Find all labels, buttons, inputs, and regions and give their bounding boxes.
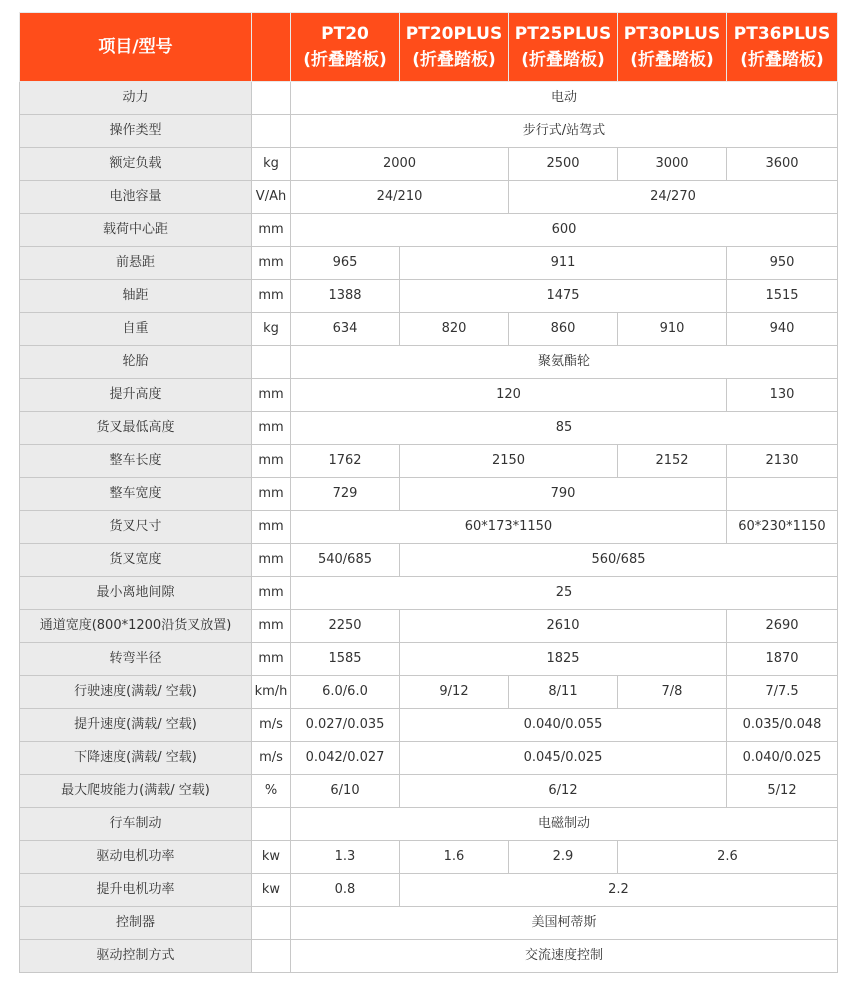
header-model-pt20plus [400,13,509,82]
row-unit: kw [252,874,291,907]
table-row [20,775,838,808]
row-unit [252,940,291,973]
table-row [20,247,838,280]
row-label: 整车长度 [20,445,252,478]
model-name: PT36PLUS [733,24,831,44]
row-value: 1825 [400,643,727,676]
row-unit: m/s [252,709,291,742]
table-row [20,280,838,313]
row-unit: km/h [252,676,291,709]
row-label: 前悬距 [20,247,252,280]
header-model-pt30plus [618,13,727,82]
row-label: 行车制动 [20,808,252,841]
row-value: 1475 [400,280,727,313]
header-unit-cell [252,13,291,82]
row-value: 电磁制动 [291,808,838,841]
table-row [20,511,838,544]
row-unit: V/Ah [252,181,291,214]
row-unit: m/s [252,742,291,775]
header-row [20,13,838,82]
table-row [20,907,838,940]
row-value: 790 [400,478,727,511]
row-unit: mm [252,379,291,412]
table-row [20,676,838,709]
row-value: 911 [400,247,727,280]
row-value: 0.027/0.035 [291,709,400,742]
row-value: 步行式/站驾式 [291,115,838,148]
row-value: 729 [291,478,400,511]
model-sub: (折叠踏板) [630,50,714,70]
row-label: 轴距 [20,280,252,313]
row-label: 自重 [20,313,252,346]
row-label: 轮胎 [20,346,252,379]
row-unit: mm [252,412,291,445]
row-unit: mm [252,610,291,643]
table-row [20,379,838,412]
row-value: 3000 [618,148,727,181]
row-unit: mm [252,214,291,247]
row-value: 560/685 [400,544,838,577]
row-label: 行驶速度(满载/ 空载) [20,676,252,709]
row-unit: kg [252,313,291,346]
row-value: 聚氨酯轮 [291,346,838,379]
row-unit: kw [252,841,291,874]
row-value: 540/685 [291,544,400,577]
row-value: 1515 [727,280,838,313]
table-row [20,940,838,973]
row-value: 60*230*1150 [727,511,838,544]
row-unit [252,82,291,115]
row-label: 额定负载 [20,148,252,181]
table-row [20,214,838,247]
row-unit: mm [252,643,291,676]
row-label: 最小离地间隙 [20,577,252,610]
row-value: 25 [291,577,838,610]
row-value: 6.0/6.0 [291,676,400,709]
row-value: 7/8 [618,676,727,709]
row-value: 9/12 [400,676,509,709]
row-label: 整车宽度 [20,478,252,511]
row-label: 货叉最低高度 [20,412,252,445]
row-value: 2500 [509,148,618,181]
row-unit: mm [252,280,291,313]
row-value: 24/270 [509,181,838,214]
row-value: 2.2 [400,874,838,907]
row-value: 2610 [400,610,727,643]
row-value: 美国柯蒂斯 [291,907,838,940]
row-value: 2250 [291,610,400,643]
row-label: 提升高度 [20,379,252,412]
table-row [20,148,838,181]
row-unit: mm [252,478,291,511]
row-value: 0.040/0.025 [727,742,838,775]
row-label: 货叉宽度 [20,544,252,577]
row-label: 电池容量 [20,181,252,214]
table-row [20,313,838,346]
model-sub: (折叠踏板) [412,50,496,70]
table-row [20,808,838,841]
row-label: 提升速度(满载/ 空载) [20,709,252,742]
row-value: 860 [509,313,618,346]
row-value: 0.045/0.025 [400,742,727,775]
row-label: 最大爬坡能力(满载/ 空载) [20,775,252,808]
row-value: 910 [618,313,727,346]
table-row [20,181,838,214]
row-value: 820 [400,313,509,346]
header-model-pt36plus [727,13,838,82]
row-unit [252,808,291,841]
header-item-model-label: 项目/型号 [20,13,252,82]
row-value: 8/11 [509,676,618,709]
row-value: 120 [291,379,727,412]
row-value: 0.042/0.027 [291,742,400,775]
table-row [20,412,838,445]
row-value: 0.035/0.048 [727,709,838,742]
table-row [20,643,838,676]
model-name: PT20 [321,24,369,44]
row-value: 5/12 [727,775,838,808]
row-value: 7/7.5 [727,676,838,709]
table-row [20,874,838,907]
row-value: 60*173*1150 [291,511,727,544]
table-row [20,82,838,115]
row-label: 货叉尺寸 [20,511,252,544]
row-label: 控制器 [20,907,252,940]
row-value: 1870 [727,643,838,676]
row-unit: mm [252,445,291,478]
row-value: 3600 [727,148,838,181]
row-value [727,478,838,511]
row-unit [252,115,291,148]
table-row [20,544,838,577]
row-unit: kg [252,148,291,181]
row-value: 1.6 [400,841,509,874]
row-value: 85 [291,412,838,445]
row-value: 965 [291,247,400,280]
row-value: 940 [727,313,838,346]
row-value: 1388 [291,280,400,313]
row-label: 驱动控制方式 [20,940,252,973]
table-row [20,610,838,643]
row-label: 驱动电机功率 [20,841,252,874]
row-label: 通道宽度(800*1200沿货叉放置) [20,610,252,643]
row-value: 2690 [727,610,838,643]
table-row [20,841,838,874]
model-name: PT25PLUS [514,24,612,44]
table-row [20,478,838,511]
row-value: 2130 [727,445,838,478]
row-label: 载荷中心距 [20,214,252,247]
row-label: 提升电机功率 [20,874,252,907]
spec-table-body [20,82,838,973]
row-value: 1585 [291,643,400,676]
model-sub: (折叠踏板) [740,50,824,70]
row-unit: mm [252,577,291,610]
row-unit: mm [252,511,291,544]
row-unit [252,346,291,379]
row-value: 1762 [291,445,400,478]
table-row [20,445,838,478]
row-value: 交流速度控制 [291,940,838,973]
row-value: 0.040/0.055 [400,709,727,742]
row-label: 动力 [20,82,252,115]
spec-table [19,12,838,973]
row-label: 操作类型 [20,115,252,148]
row-unit [252,907,291,940]
row-value: 0.8 [291,874,400,907]
row-value: 电动 [291,82,838,115]
table-row [20,742,838,775]
row-value: 2.9 [509,841,618,874]
row-value: 634 [291,313,400,346]
table-row [20,115,838,148]
row-unit: % [252,775,291,808]
row-value: 2.6 [618,841,838,874]
row-value: 6/10 [291,775,400,808]
model-name: PT30PLUS [623,24,721,44]
row-unit: mm [252,544,291,577]
row-value: 24/210 [291,181,509,214]
table-row [20,346,838,379]
table-row [20,709,838,742]
model-name: PT20PLUS [405,24,503,44]
row-value: 600 [291,214,838,247]
row-label: 转弯半径 [20,643,252,676]
model-sub: (折叠踏板) [303,50,387,70]
header-model-pt20 [291,13,400,82]
model-sub: (折叠踏板) [521,50,605,70]
row-label: 下降速度(满载/ 空载) [20,742,252,775]
row-value: 2000 [291,148,509,181]
row-value: 2152 [618,445,727,478]
row-value: 130 [727,379,838,412]
row-unit: mm [252,247,291,280]
row-value: 2150 [400,445,618,478]
row-value: 1.3 [291,841,400,874]
row-value: 950 [727,247,838,280]
row-value: 6/12 [400,775,727,808]
header-model-pt25plus [509,13,618,82]
table-row [20,577,838,610]
